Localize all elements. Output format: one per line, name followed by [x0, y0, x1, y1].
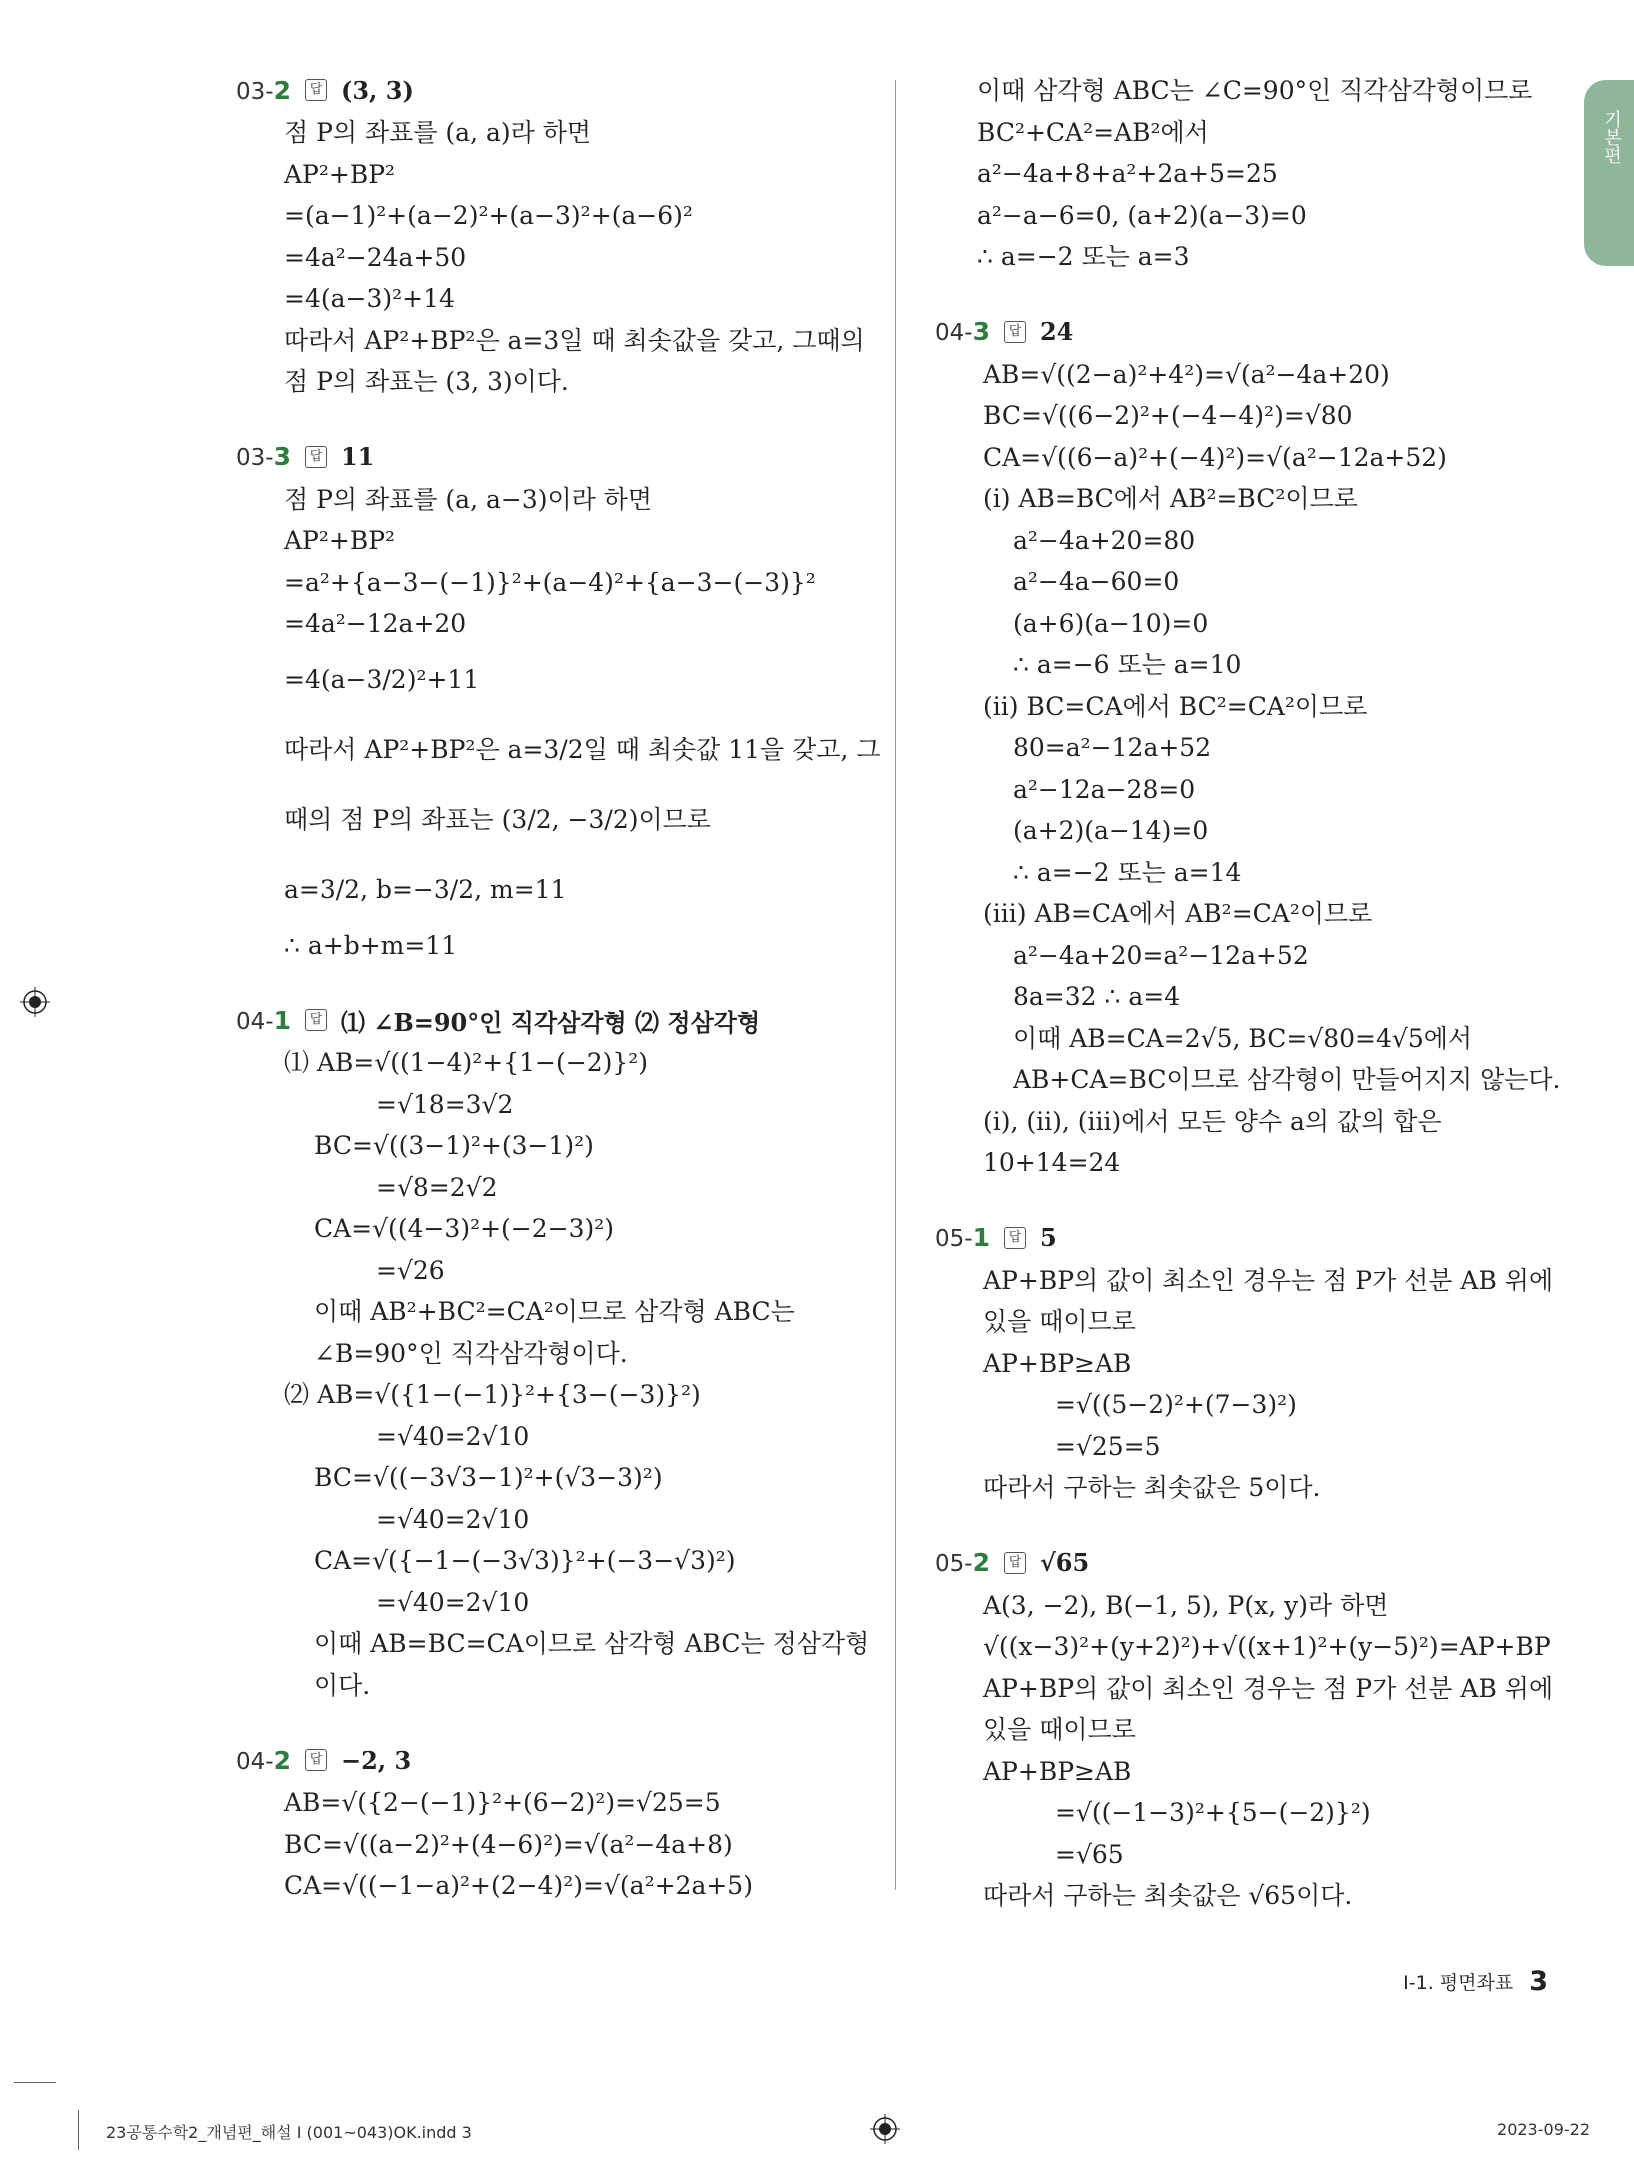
solution-line: a=3/2, b=−3/2, m=11 — [284, 874, 567, 904]
problem-04-2-continued — [935, 70, 1575, 278]
solution-line: CA=√((6−a)²+(−4)²)=√(a²−12a+52) — [983, 442, 1447, 472]
solution-line: =4(a−3)²+14 — [284, 284, 455, 313]
solution-line: a²−4a+8+a²+2a+5=25 — [977, 159, 1278, 188]
solution-line: AB=√({2−(−1)}²+(6−2)²)=√25=5 — [284, 1788, 721, 1817]
answer: 24 — [1039, 317, 1074, 346]
solution-line: ⑵ AB=√({1−(−1)}²+{3−(−3)}²) — [284, 1380, 701, 1409]
solution-line: 따라서 AP²+BP²은 a=3일 때 최솟값을 갖고, 그때의 — [284, 325, 865, 355]
problem-04-1 — [236, 1000, 876, 1706]
chapter-side-tab — [1584, 80, 1634, 266]
solution-line: =√26 — [376, 1255, 445, 1285]
solution-line: 따라서 구하는 최솟값은 √65이다. — [983, 1881, 1353, 1910]
solution-line: AP+BP의 값이 최소인 경우는 점 P가 선분 AB 위에 — [983, 1265, 1554, 1295]
solution-line: 따라서 구하는 최솟값은 5이다. — [983, 1473, 1321, 1502]
solution-line: AP+BP≥AB — [983, 1756, 1132, 1786]
solution-line: 8a=32 ∴ a=4 — [1013, 982, 1181, 1011]
solution-line: 10+14=24 — [983, 1148, 1121, 1177]
solution-line: 80=a²−12a+52 — [1013, 733, 1212, 762]
solution-line: √((x−3)²+(y+2)²)+√((x+1)²+(y−5)²)=AP+BP — [983, 1632, 1551, 1661]
solution-line: 점 P의 좌표를 (a, a)라 하면 — [284, 118, 592, 147]
solution-line: 이다. — [314, 1670, 371, 1700]
solution-line: =√((5−2)²+(7−3)²) — [1055, 1390, 1297, 1419]
solution-line: 점 P의 좌표를 (a, a−3)이라 하면 — [284, 484, 653, 514]
page-number: 3 — [1529, 1966, 1548, 1997]
solution-line: =√18=3√2 — [376, 1089, 514, 1119]
print-slug-date: 2023-09-22 — [1497, 2120, 1590, 2139]
problem-number: 03-2 — [236, 75, 291, 105]
solution-line: 있을 때이므로 — [983, 1307, 1136, 1336]
solution-line: (ⅱ) BC=CA에서 BC²=CA²이므로 — [983, 691, 1368, 721]
problem-05-2 — [935, 1543, 1575, 1917]
solution-line: BC=√((6−2)²+(−4−4)²)=√80 — [983, 401, 1353, 430]
chapter-side-tab-label: 기본편 — [1601, 110, 1622, 164]
solution-line: ∴ a=−2 또는 a=14 — [1013, 857, 1242, 887]
solution-line: BC=√((3−1)²+(3−1)²) — [314, 1131, 594, 1160]
solution-line: (a+2)(a−14)=0 — [1013, 816, 1209, 845]
answer-tag-icon: 답 — [305, 79, 327, 101]
problem-number: 05-2 — [935, 1548, 990, 1577]
solution-line: 따라서 AP²+BP²은 a=3/2일 때 최솟값 11을 갖고, 그 — [284, 734, 881, 764]
problem-number: 04-1 — [236, 1005, 291, 1035]
problem-number: 05-1 — [935, 1223, 990, 1252]
answer: 11 — [340, 442, 375, 471]
problem-number: 03-3 — [236, 442, 291, 471]
solution-line: =√40=2√10 — [376, 1421, 530, 1451]
solution-line: BC=√((a−2)²+(4−6)²)=√(a²−4a+8) — [284, 1829, 733, 1859]
answer-tag-icon: 답 — [1004, 321, 1026, 343]
solution-line: ∴ a=−2 또는 a=3 — [977, 242, 1190, 271]
solution-line: a²−4a+20=a²−12a+52 — [1013, 940, 1309, 970]
solution-line: AB+CA=BC이므로 삼각형이 만들어지지 않는다. — [1013, 1065, 1561, 1094]
answer-tag-icon: 답 — [305, 1009, 327, 1031]
solution-line: 이때 삼각형 ABC는 ∠C=90°인 직각삼각형이므로 — [977, 76, 1533, 105]
solution-line: 있을 때이므로 — [983, 1715, 1136, 1744]
solution-line: (ⅰ), (ⅱ), (ⅲ)에서 모든 양수 a의 값의 합은 — [983, 1106, 1442, 1136]
section-title: Ⅰ-1. 평면좌표 — [1403, 1972, 1514, 1994]
problem-03-3 — [236, 437, 881, 967]
answer: 5 — [1039, 1223, 1057, 1252]
solution-line: a²−a−6=0, (a+2)(a−3)=0 — [977, 200, 1307, 230]
solution-line: =4a²−24a+50 — [284, 242, 467, 272]
solution-line: a²−12a−28=0 — [1013, 774, 1196, 804]
solution-line: CA=√((−1−a)²+(2−4)²)=√(a²+2a+5) — [284, 1871, 753, 1900]
solution-line: ⑴ AB=√((1−4)²+{1−(−2)}²) — [284, 1048, 649, 1077]
solution-line: =(a−1)²+(a−2)²+(a−3)²+(a−6)² — [284, 201, 693, 230]
solution-line: =√((−1−3)²+{5−(−2)}²) — [1055, 1798, 1371, 1827]
solution-line: AP+BP≥AB — [983, 1348, 1132, 1378]
solution-line: (ⅲ) AB=CA에서 AB²=CA²이므로 — [983, 899, 1373, 928]
solution-line: AP²+BP² — [284, 159, 396, 189]
problem-05-1 — [935, 1218, 1575, 1509]
crop-mark — [14, 2082, 56, 2083]
solution-line: =√25=5 — [1055, 1431, 1161, 1461]
solution-line: A(3, −2), B(−1, 5), P(x, y)라 하면 — [983, 1590, 1389, 1620]
solution-line: AP²+BP² — [284, 526, 396, 555]
problem-04-3 — [935, 312, 1575, 1184]
problem-03-2 — [236, 70, 876, 403]
solution-line: a²−4a+20=80 — [1013, 525, 1196, 555]
left-column — [236, 70, 881, 1941]
solution-line: BC=√((−3√3−1)²+(√3−3)²) — [314, 1463, 663, 1492]
problem-04-2 — [236, 1740, 876, 1907]
problem-number: 04-2 — [236, 1745, 291, 1775]
right-column — [935, 70, 1575, 1951]
solution-line: =√40=2√10 — [376, 1587, 530, 1617]
solution-line: BC²+CA²=AB²에서 — [977, 117, 1209, 147]
solution-line: =a²+{a−3−(−1)}²+(a−4)²+{a−3−(−3)}² — [284, 567, 816, 597]
solution-line: 이때 AB=BC=CA이므로 삼각형 ABC는 정삼각형 — [314, 1629, 870, 1658]
crop-mark — [78, 2110, 79, 2150]
solution-line: 이때 AB=CA=2√5, BC=√80=4√5에서 — [1013, 1023, 1473, 1053]
solution-line: =√40=2√10 — [376, 1504, 530, 1534]
solution-line: AP+BP의 값이 최소인 경우는 점 P가 선분 AB 위에 — [983, 1673, 1554, 1703]
solution-line: CA=√({−1−(−3√3)}²+(−3−√3)²) — [314, 1546, 736, 1575]
page-footer — [1403, 1966, 1548, 1997]
solution-line: a²−4a−60=0 — [1013, 567, 1180, 596]
solution-line: 점 P의 좌표는 (3, 3)이다. — [284, 367, 569, 396]
solution-line: =√65 — [1055, 1839, 1124, 1869]
solution-line: (a+6)(a−10)=0 — [1013, 608, 1209, 638]
answer-tag-icon: 답 — [305, 1749, 327, 1771]
solution-line: AB=√((2−a)²+4²)=√(a²−4a+20) — [983, 359, 1390, 389]
registration-mark-icon — [20, 987, 50, 1017]
answer-tag-icon: 답 — [305, 446, 327, 468]
registration-mark-icon — [870, 2114, 900, 2144]
solution-line: (ⅰ) AB=BC에서 AB²=BC²이므로 — [983, 484, 1358, 513]
solution-line: ∴ a=−6 또는 a=10 — [1013, 650, 1242, 679]
answer: (3, 3) — [340, 75, 414, 105]
solution-line: ∴ a+b+m=11 — [284, 930, 458, 960]
problem-number: 04-3 — [935, 317, 990, 346]
solution-line: 이때 AB²+BC²=CA²이므로 삼각형 ABC는 — [314, 1297, 795, 1326]
answer-tag-icon: 답 — [1004, 1552, 1026, 1574]
answer: −2, 3 — [340, 1745, 412, 1775]
column-divider — [895, 80, 896, 1890]
answer: √65 — [1039, 1548, 1090, 1577]
answer-tag-icon: 답 — [1004, 1227, 1026, 1249]
solution-line: ∠B=90°인 직각삼각형이다. — [314, 1338, 628, 1368]
solution-line: =√8=2√2 — [376, 1172, 498, 1202]
solution-line: CA=√((4−3)²+(−2−3)²) — [314, 1214, 615, 1243]
answer: ⑴ ∠B=90°인 직각삼각형 ⑵ 정삼각형 — [340, 1007, 761, 1037]
solution-line: =4(a−3/2)²+11 — [284, 664, 480, 694]
print-slug-filename: 23공통수학2_개념편_해설 I (001~043)OK.indd 3 — [106, 2123, 472, 2142]
solution-line: =4a²−12a+20 — [284, 609, 467, 638]
solution-line: 때의 점 P의 좌표는 (3/2, −3/2)이므로 — [284, 804, 711, 834]
